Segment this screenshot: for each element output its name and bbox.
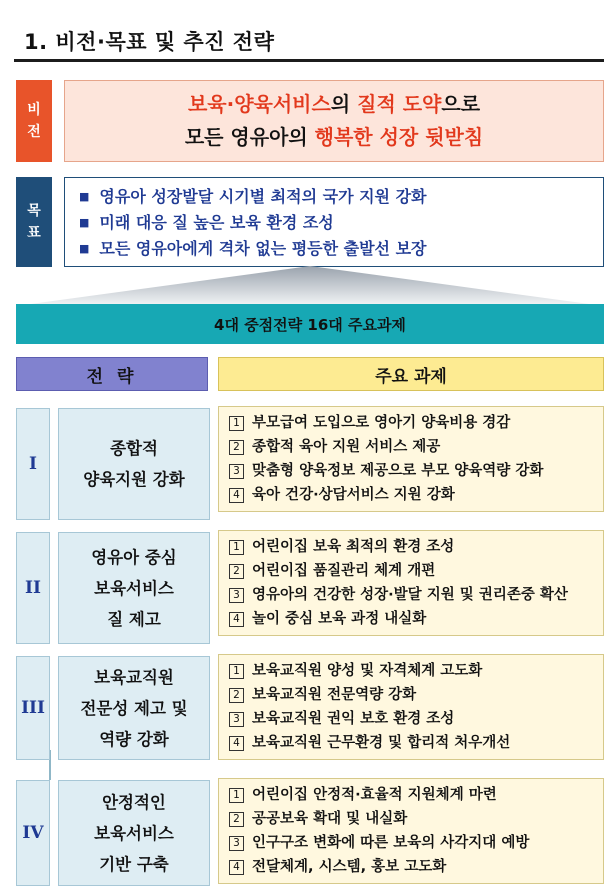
- task-item: [229, 683, 603, 707]
- vision-text: 모든 영유아의: [184, 125, 315, 149]
- strategy-name-line: 전문성 제고 및: [80, 698, 188, 718]
- task-text: 보육교직원 근무환경 및 합리적 처우개선: [252, 735, 511, 751]
- goal-text: 미래 대응 질 높은 보육 환경 조성: [99, 213, 334, 232]
- task-text: 어린이집 품질관리 체계 개편: [252, 563, 436, 579]
- task-list: [218, 778, 604, 884]
- task-number: 1: [229, 664, 244, 679]
- task-item: [229, 855, 603, 879]
- strategy-name-line: 역량 강화: [99, 729, 169, 749]
- strategy-name-line: 보육교직원: [94, 667, 174, 687]
- task-number: 3: [229, 712, 244, 727]
- task-text: 보육교직원 권익 보호 환경 조성: [252, 711, 455, 727]
- task-number: 4: [229, 612, 244, 627]
- task-number: 2: [229, 812, 244, 827]
- goal-list: [64, 177, 604, 267]
- task-number: 4: [229, 736, 244, 751]
- task-list: [218, 406, 604, 512]
- strategy-name-line: 질 제고: [107, 609, 161, 629]
- square-bullet-icon: ■: [79, 242, 90, 255]
- vision-highlight: 보육·양육서비스: [187, 92, 331, 116]
- task-number: 2: [229, 688, 244, 703]
- task-text: 공공보육 확대 및 내실화: [252, 811, 408, 827]
- task-number: 1: [229, 788, 244, 803]
- task-number: 3: [229, 588, 244, 603]
- task-item: [229, 783, 603, 807]
- vision-tag-char: 전: [27, 124, 41, 140]
- strategy-numeral: I: [16, 408, 50, 520]
- task-list: [218, 530, 604, 636]
- strategy-name-line: 안정적인: [102, 792, 166, 812]
- vision-statement: [64, 80, 604, 162]
- task-text: 보육교직원 양성 및 자격체계 고도화: [252, 663, 483, 679]
- vision-highlight: 질적 도약: [357, 92, 442, 116]
- task-text: 영유아의 건강한 성장·발달 지원 및 권리존중 확산: [252, 587, 568, 603]
- task-text: 인구구조 변화에 따른 보육의 사각지대 예방: [252, 835, 530, 851]
- task-text: 부모급여 도입으로 영아기 양육비용 경감: [252, 415, 511, 431]
- task-item: [229, 807, 603, 831]
- vision-line-1: [188, 88, 480, 121]
- task-item: [229, 707, 603, 731]
- tasks-column-header: 주요 과제: [218, 357, 604, 391]
- vision-tag: [16, 80, 52, 162]
- vision-text: 의: [330, 92, 358, 116]
- task-text: 보육교직원 전문역량 강화: [252, 687, 417, 703]
- vision-highlight: 행복한 성장 뒷받침: [314, 125, 484, 149]
- strategy-name: [58, 656, 210, 760]
- task-text: 맞춤형 양육정보 제공으로 부모 양육역량 강화: [252, 463, 544, 479]
- vision-text: 으로: [441, 92, 481, 116]
- goal-tag-char: 표: [27, 225, 41, 241]
- task-number: 2: [229, 564, 244, 579]
- strategy-name-line: 보육서비스: [94, 578, 174, 598]
- goal-tag: [16, 177, 52, 267]
- task-number: 4: [229, 860, 244, 875]
- task-number: 1: [229, 416, 244, 431]
- vision-tag-char: 비: [27, 102, 41, 118]
- square-bullet-icon: ■: [79, 190, 90, 203]
- strategy-name-line: 보육서비스: [94, 823, 174, 843]
- strategy-name-line: 기반 구축: [99, 854, 169, 874]
- task-text: 전달체계, 시스템, 홍보 고도화: [252, 859, 447, 875]
- task-text: 종합적 육아 지원 서비스 제공: [252, 439, 441, 455]
- strategy-name-line: 영유아 중심: [91, 547, 177, 567]
- strategy-name-line: 종합적: [110, 439, 158, 458]
- goal-tag-char: 목: [27, 203, 41, 219]
- up-arrow-icon: [16, 264, 604, 306]
- square-bullet-icon: ■: [79, 216, 90, 229]
- task-item: [229, 607, 603, 631]
- task-item: [229, 483, 603, 507]
- goal-text: 모든 영유아에게 격차 없는 평등한 출발선 보장: [99, 239, 427, 258]
- task-item: [229, 435, 603, 459]
- goal-item: [79, 210, 603, 236]
- task-item: [229, 411, 603, 435]
- goal-item: [79, 236, 603, 262]
- strategy-column-header: 전 략: [16, 357, 208, 391]
- task-item: [229, 559, 603, 583]
- task-item: [229, 659, 603, 683]
- strategy-name: [58, 408, 210, 520]
- strategy-name-line: 양육지원 강화: [83, 470, 185, 489]
- strategy-name: [58, 780, 210, 886]
- task-item: [229, 831, 603, 855]
- task-text: 놀이 중심 보육 과정 내실화: [252, 611, 427, 627]
- task-text: 어린이집 보육 최적의 환경 조성: [252, 539, 455, 555]
- strategy-banner: 4대 중점전략 16대 주요과제: [16, 304, 604, 344]
- task-number: 3: [229, 836, 244, 851]
- task-list: [218, 654, 604, 760]
- strategy-numeral: IV: [16, 780, 50, 886]
- vision-line-2: [185, 121, 483, 154]
- task-text: 어린이집 안정적·효율적 지원체계 마련: [252, 787, 497, 803]
- task-number: 3: [229, 464, 244, 479]
- task-item: [229, 535, 603, 559]
- task-number: 2: [229, 440, 244, 455]
- task-number: 4: [229, 488, 244, 503]
- goal-text: 영유아 성장발달 시기별 최적의 국가 지원 강화: [99, 187, 427, 206]
- task-text: 육아 건강·상담서비스 지원 강화: [252, 487, 455, 503]
- task-item: [229, 731, 603, 755]
- strategy-numeral: II: [16, 532, 50, 644]
- goal-item: [79, 184, 603, 210]
- task-item: [229, 459, 603, 483]
- section-title: 1. 비전·목표 및 추진 전략: [24, 30, 275, 54]
- strategy-numeral: III: [16, 656, 50, 760]
- task-item: [229, 583, 603, 607]
- strategy-name: [58, 532, 210, 644]
- task-number: 1: [229, 540, 244, 555]
